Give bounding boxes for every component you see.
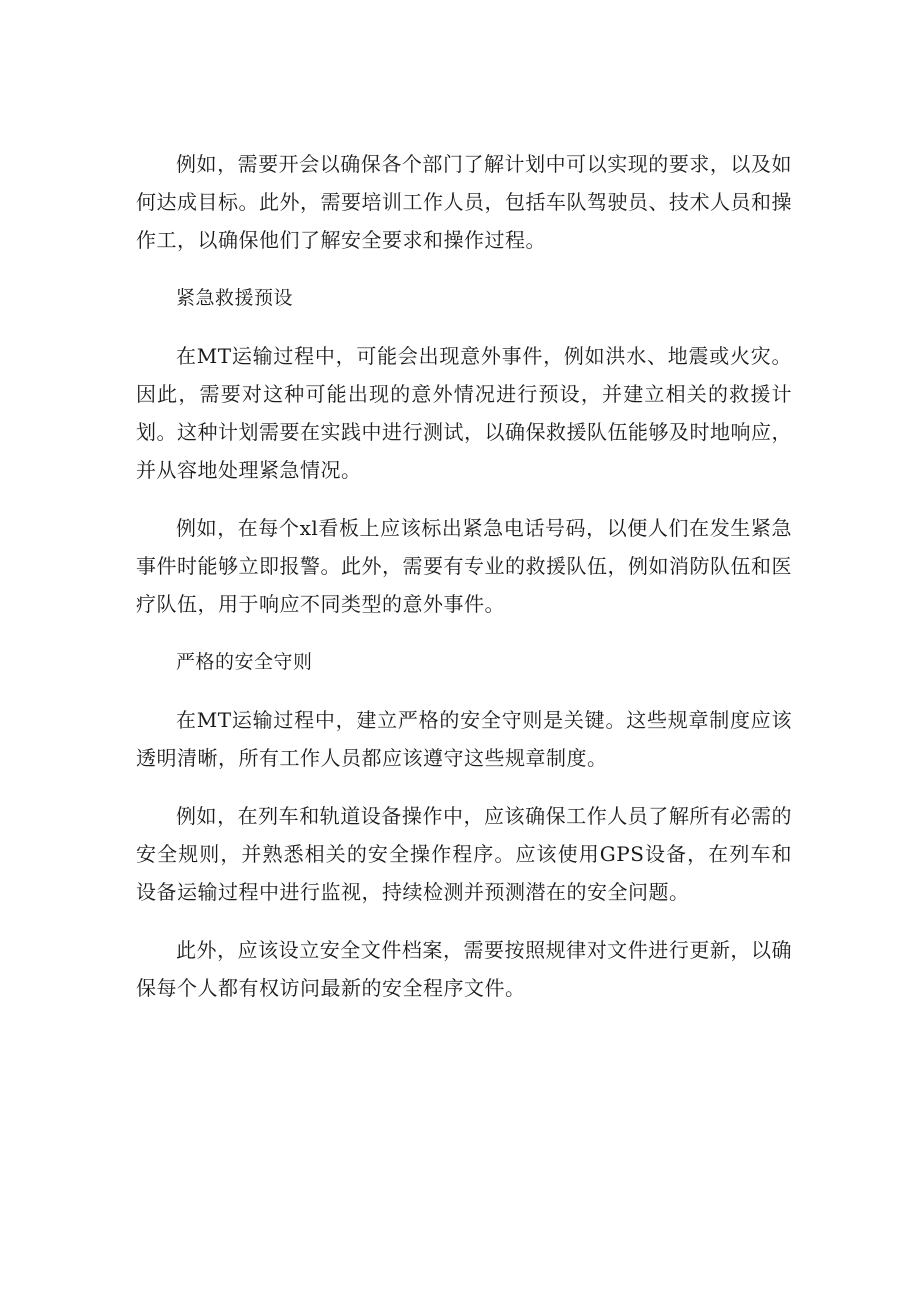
document-body (136, 145, 792, 1027)
paragraph-emergency-plan: 在MT运输过程中，可能会出现意外事件，例如洪水、地震或火灾。因此，需要对这种可能出现的意外情况进行预设，并建立相关的救援计划。这种计划需要在实践中进行测试，以确保救援队伍能够及时地响应，并从容地处理紧急情况。 (136, 344, 792, 482)
paragraph-safety-rules: 在MT运输过程中，建立严格的安全守则是关键。这些规章制度应该透明清晰，所有工作人员都应该遵守这些规章制度。 (136, 708, 792, 770)
heading-safety-rules: 严格的安全守则 (176, 651, 313, 673)
paragraph-emergency-phone: 例如，在每个xl看板上应该标出紧急电话号码，以便人们在发生紧急事件时能够立即报警。此外，需要有专业的救援队伍，例如消防队伍和医疗队伍，用于响应不同类型的意外事件。 (136, 516, 792, 616)
heading-emergency-rescue: 紧急救援预设 (176, 287, 294, 309)
paragraph-gps-monitoring: 例如，在列车和轨道设备操作中，应该确保工作人员了解所有必需的安全规则，并熟悉相关的安全操作程序。应该使用GPS设备，在列车和设备运输过程中进行监视，持续检测并预测潜在的安全问题。 (136, 804, 792, 904)
paragraph-meeting-training: 例如，需要开会以确保各个部门了解计划中可以实现的要求，以及如何达成目标。此外，需要培训工作人员，包括车队驾驶员、技术人员和操作工，以确保他们了解安全要求和操作过程。 (136, 152, 792, 252)
paragraph-safety-files: 此外，应该设立安全文件档案，需要按照规律对文件进行更新，以确保每个人都有权访问最新的安全程序文件。 (136, 938, 792, 1000)
